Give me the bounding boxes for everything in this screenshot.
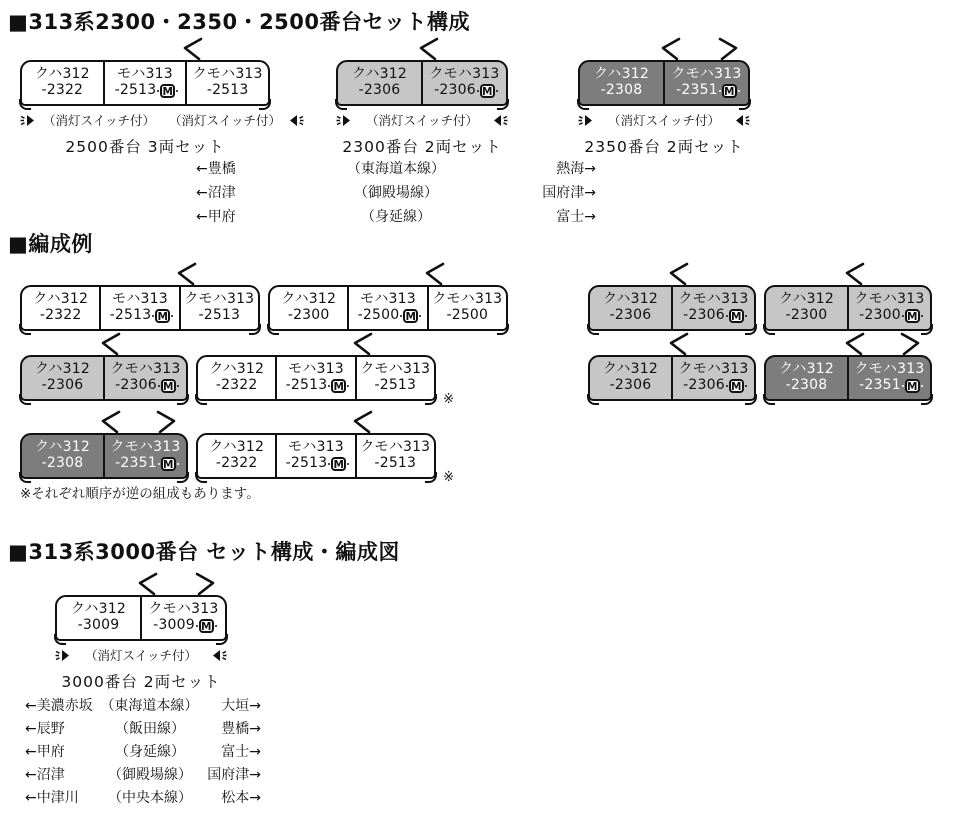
- route-row: [196, 205, 596, 229]
- route-row: [25, 741, 261, 764]
- car-name: モハ313: [112, 291, 168, 308]
- car-number: [216, 456, 258, 472]
- route-terminal-left: ←甲府: [196, 209, 236, 225]
- car-name: クモハ313: [854, 361, 925, 378]
- car-name: クモハ313: [671, 66, 742, 83]
- car-cell: [427, 287, 506, 329]
- car-number-text: -2306: [434, 82, 476, 98]
- note-mark: ※: [443, 392, 454, 407]
- car-cell: [671, 357, 754, 399]
- pantograph-mark-left-icon: [98, 410, 124, 433]
- car-number: [446, 308, 488, 324]
- car-name: クハ312: [34, 66, 90, 83]
- car-number: [115, 378, 176, 394]
- motor-mark: M: [905, 379, 920, 393]
- formation-r3-set2: [196, 433, 454, 485]
- route-row: [196, 157, 596, 181]
- car-cell: [355, 357, 434, 399]
- car-number-text: -2351: [859, 377, 901, 393]
- note-mark: ※: [443, 470, 454, 485]
- formation-r1-set2: [268, 285, 508, 331]
- car-number-text: -2306: [683, 307, 725, 323]
- route-row: [25, 764, 261, 787]
- route-line-name: （御殿場線）: [108, 767, 192, 783]
- car-cell: [103, 435, 186, 477]
- car-number-text: -2513: [374, 455, 417, 471]
- route-terminal-right: 豊橋→: [221, 721, 261, 737]
- pantograph-mark-left-icon: [422, 262, 448, 285]
- car-cell: [22, 435, 103, 477]
- motor-mark: M: [155, 309, 170, 323]
- car-name: モハ313: [288, 361, 344, 378]
- route-row: [196, 181, 596, 205]
- car-name: クハ312: [352, 66, 407, 83]
- route-line-name: （中央本線）: [108, 790, 192, 806]
- light-off-switch-label: （消灯スイッチ付）: [169, 113, 282, 128]
- route-row: [25, 718, 261, 741]
- car-body-row: [196, 433, 436, 479]
- motor-mark: M: [199, 619, 214, 633]
- car-cell: [355, 435, 434, 477]
- route-line-name: （東海道本線）: [100, 698, 199, 714]
- car-cell: [140, 597, 225, 639]
- car-body-row: [336, 60, 508, 106]
- car-number-text: -2513: [198, 307, 241, 323]
- car-number: [115, 83, 176, 99]
- car-name: クハ312: [281, 291, 337, 308]
- route-line-name: （東海道本線）: [347, 161, 445, 177]
- car-cell: [766, 287, 847, 329]
- formation-r1-set1: [20, 285, 260, 331]
- car-number: [374, 378, 416, 394]
- car-number-text: -2322: [39, 307, 82, 323]
- motor-mark: M: [403, 309, 418, 323]
- car-cell: [22, 357, 103, 399]
- headlight-right-icon: [492, 113, 508, 128]
- pantograph-mark-right-icon: [153, 410, 179, 433]
- pantograph-mark-right-icon: [192, 572, 218, 595]
- car-number: [42, 456, 84, 472]
- light-off-switch-label: （消灯スイッチ付）: [365, 113, 478, 128]
- cab-light-switch-row: [20, 112, 282, 128]
- pantograph-mark-left-icon: [135, 572, 161, 595]
- car-name: クモハ313: [360, 439, 431, 456]
- pantograph-mark-right-icon: [897, 332, 923, 355]
- headlight-left-icon: [336, 113, 352, 128]
- car-number: [601, 83, 643, 99]
- car-cell: [766, 357, 847, 399]
- car-cell: [198, 435, 275, 477]
- car-number-text: -2351: [115, 455, 157, 471]
- car-name: クハ312: [594, 66, 649, 83]
- motor-mark: M: [480, 84, 495, 98]
- car-name: クモハ313: [429, 66, 500, 83]
- car-number-text: -2513: [109, 307, 152, 323]
- car-body-row: [20, 433, 188, 479]
- route-terminal-right: 富士→: [221, 744, 261, 760]
- car-number-text: -2300: [287, 307, 330, 323]
- car-body-row: [764, 285, 932, 331]
- route-terminal-left: ←沼津: [196, 185, 236, 201]
- car-number: [374, 456, 416, 472]
- car-number-text: -2513: [285, 377, 328, 393]
- car-cell: [275, 357, 354, 399]
- motor-mark: M: [161, 379, 176, 393]
- car-number-text: -2300: [859, 307, 901, 323]
- route-terminal-left: ←沼津: [25, 767, 65, 783]
- car-cell: [847, 357, 930, 399]
- car-name: モハ313: [360, 291, 416, 308]
- headlight-left-icon: [578, 113, 594, 128]
- car-number-text: -2306: [609, 307, 652, 323]
- pantograph-mark-right-icon: [715, 37, 741, 60]
- car-number: [78, 618, 120, 634]
- car-cell: [99, 287, 178, 329]
- pantograph-mark-left-icon: [666, 262, 692, 285]
- car-name: クモハ313: [110, 361, 181, 378]
- route-terminal-left: ←甲府: [25, 744, 65, 760]
- car-cell: [22, 62, 103, 104]
- formation-r2-set3: [588, 355, 756, 401]
- car-number: [683, 308, 744, 324]
- car-cell: [57, 597, 140, 639]
- car-body-row: [268, 285, 508, 331]
- car-number-text: -2322: [215, 377, 258, 393]
- car-number: [434, 83, 495, 99]
- light-off-switch-label: （消灯スイッチ付）: [84, 648, 197, 663]
- car-number: [42, 378, 84, 394]
- car-number-text: -3009: [77, 617, 120, 633]
- car-number: [859, 308, 920, 324]
- car-number-text: -2322: [215, 455, 258, 471]
- car-name: クハ312: [779, 361, 834, 378]
- pantograph-mark-left-icon: [658, 37, 684, 60]
- route-terminal-right: 熱海→: [556, 161, 596, 177]
- route-terminal-left: ←中津川: [25, 790, 79, 806]
- car-number: [41, 83, 83, 99]
- car-name: クハ312: [35, 439, 90, 456]
- route-terminal-left: ←辰野: [25, 721, 65, 737]
- car-number-text: -2306: [115, 377, 157, 393]
- pantograph-mark-left-icon: [350, 410, 376, 433]
- route-line-name: （身延線）: [361, 209, 431, 225]
- light-off-switch-label: （消灯スイッチ付）: [43, 113, 156, 128]
- car-name: クハ312: [71, 601, 126, 618]
- set-caption: 2350番台 2両セット: [584, 138, 744, 156]
- car-name: クハ312: [603, 361, 658, 378]
- car-name: クハ312: [779, 291, 834, 308]
- car-number: [610, 308, 652, 324]
- headlight-right-icon: [288, 113, 304, 128]
- car-number: [358, 308, 419, 324]
- car-number-text: -2322: [41, 82, 84, 98]
- car-number: [288, 308, 330, 324]
- set-2350-2cars: [578, 60, 750, 157]
- car-name: クモハ313: [360, 361, 431, 378]
- car-number: [115, 456, 176, 472]
- pantograph-mark-left-icon: [174, 262, 200, 285]
- cab-light-switch-row: [578, 112, 750, 128]
- car-body-row: [588, 355, 756, 401]
- car-number-text: -2306: [683, 377, 725, 393]
- car-cell: [671, 287, 754, 329]
- car-cell: [347, 287, 426, 329]
- motor-mark: M: [729, 379, 744, 393]
- car-number: [859, 378, 920, 394]
- car-number-text: -2513: [114, 82, 157, 98]
- car-cell: [590, 287, 671, 329]
- section1-route-table: [196, 157, 596, 229]
- car-cell: [22, 287, 99, 329]
- car-name: モハ313: [117, 66, 173, 83]
- formation-r2-set1: [20, 355, 188, 401]
- car-number: [683, 378, 744, 394]
- car-body-row: [55, 595, 227, 641]
- car-cell: [847, 287, 930, 329]
- car-name: クハ312: [33, 291, 89, 308]
- car-number: [786, 308, 828, 324]
- car-name: クモハ313: [184, 291, 255, 308]
- car-number-text: -2306: [41, 377, 84, 393]
- route-terminal-right: 松本→: [221, 790, 261, 806]
- light-off-switch-label: （消灯スイッチ付）: [607, 113, 720, 128]
- set-2300-2cars: [336, 60, 508, 157]
- car-name: クモハ313: [192, 66, 263, 83]
- headlight-right-icon: [211, 648, 227, 663]
- route-terminal-right: 国府津→: [542, 185, 596, 201]
- section2-title: ■編成例: [8, 232, 93, 256]
- route-terminal-left: ←美濃赤坂: [25, 698, 93, 714]
- set-2500-3cars: [20, 60, 282, 157]
- car-number-text: -2308: [600, 82, 643, 98]
- car-number-text: -2351: [676, 82, 718, 98]
- car-body-row: [196, 355, 436, 401]
- car-number-text: -2308: [41, 455, 84, 471]
- car-number: [153, 618, 214, 634]
- car-number: [110, 308, 171, 324]
- cab-light-switch-row: [336, 112, 508, 128]
- motor-mark: M: [161, 457, 176, 471]
- headlight-left-icon: [55, 648, 71, 663]
- car-number: [286, 378, 347, 394]
- car-number: [610, 378, 652, 394]
- car-name: クハ312: [209, 361, 265, 378]
- motor-mark: M: [729, 309, 744, 323]
- car-cell: [590, 357, 671, 399]
- route-row: [25, 787, 261, 810]
- car-cell: [103, 62, 186, 104]
- pantograph-mark-left-icon: [842, 262, 868, 285]
- car-name: クハ312: [35, 361, 90, 378]
- motor-mark: M: [331, 457, 346, 471]
- car-body-row: [588, 285, 756, 331]
- car-body-row: [20, 285, 260, 331]
- order-note: ※それぞれ順序が逆の組成もあります。: [20, 486, 260, 502]
- cab-light-switch-row: [55, 647, 227, 663]
- route-line-name: （飯田線）: [115, 721, 185, 737]
- section3-route-table: [25, 695, 261, 810]
- car-cell: [275, 435, 354, 477]
- route-line-name: （身延線）: [115, 744, 185, 760]
- car-name: クハ312: [209, 439, 265, 456]
- pantograph-mark-left-icon: [98, 332, 124, 355]
- car-number-text: -2513: [206, 82, 249, 98]
- car-cell: [103, 357, 186, 399]
- pantograph-mark-left-icon: [350, 332, 376, 355]
- route-terminal-right: 富士→: [556, 209, 596, 225]
- route-terminal-right: 大垣→: [221, 698, 261, 714]
- set-caption: 2500番台 3両セット: [65, 138, 225, 156]
- car-cell: [421, 62, 506, 104]
- car-number-text: -2513: [374, 377, 417, 393]
- formation-r2-set2: [196, 355, 454, 407]
- car-name: クモハ313: [678, 291, 749, 308]
- car-name: クモハ313: [854, 291, 925, 308]
- car-number: [40, 308, 82, 324]
- motor-mark: M: [331, 379, 346, 393]
- car-cell: [270, 287, 347, 329]
- set-caption: 2300番台 2両セット: [342, 138, 502, 156]
- car-number-text: -2500: [446, 307, 489, 323]
- pantograph-mark-left-icon: [666, 332, 692, 355]
- car-number-text: -2306: [358, 82, 401, 98]
- pantograph-mark-left-icon: [842, 332, 868, 355]
- motor-mark: M: [905, 309, 920, 323]
- car-number-text: -2306: [609, 377, 652, 393]
- car-name: クモハ313: [148, 601, 219, 618]
- formation-r3-set1: [20, 433, 188, 479]
- route-row: [25, 695, 261, 718]
- car-number-text: -2300: [785, 307, 828, 323]
- car-name: モハ313: [288, 439, 344, 456]
- set-caption: 3000番台 2両セット: [61, 673, 221, 691]
- pantograph-mark-left-icon: [416, 37, 442, 60]
- car-number: [216, 378, 258, 394]
- car-number: [676, 83, 737, 99]
- car-number-text: -2308: [785, 377, 828, 393]
- formation-r2-set4: [764, 355, 932, 401]
- car-number: [198, 308, 240, 324]
- car-body-row: [20, 60, 270, 106]
- car-number-text: -2500: [357, 307, 400, 323]
- car-body-row: [20, 355, 188, 401]
- car-body-row: [764, 355, 932, 401]
- pantograph-mark-left-icon: [180, 37, 206, 60]
- car-name: クモハ313: [110, 439, 181, 456]
- route-terminal-right: 国府津→: [207, 767, 261, 783]
- car-number-text: -2513: [285, 455, 328, 471]
- car-name: クモハ313: [432, 291, 503, 308]
- formation-r1-set4: [764, 285, 932, 331]
- section3-title: ■313系3000番台 セット構成・編成図: [8, 540, 400, 564]
- headlight-left-icon: [20, 113, 36, 128]
- car-number: [207, 83, 249, 99]
- route-line-name: （御殿場線）: [354, 185, 438, 201]
- formation-r1-set3: [588, 285, 756, 331]
- car-cell: [198, 357, 275, 399]
- car-cell: [185, 62, 268, 104]
- car-name: クハ312: [603, 291, 658, 308]
- set-3000-2cars: [55, 595, 227, 692]
- car-cell: [580, 62, 663, 104]
- motor-mark: M: [160, 84, 175, 98]
- section1-title: ■313系2300・2350・2500番台セット構成: [8, 10, 471, 34]
- car-cell: [338, 62, 421, 104]
- route-terminal-left: ←豊橋: [196, 161, 236, 177]
- car-number-text: -3009: [153, 617, 195, 633]
- car-number: [286, 456, 347, 472]
- car-body-row: [578, 60, 750, 106]
- car-number: [786, 378, 828, 394]
- headlight-right-icon: [734, 113, 750, 128]
- car-number: [359, 83, 401, 99]
- car-cell: [663, 62, 748, 104]
- car-cell: [179, 287, 258, 329]
- motor-mark: M: [722, 84, 737, 98]
- car-name: クモハ313: [678, 361, 749, 378]
